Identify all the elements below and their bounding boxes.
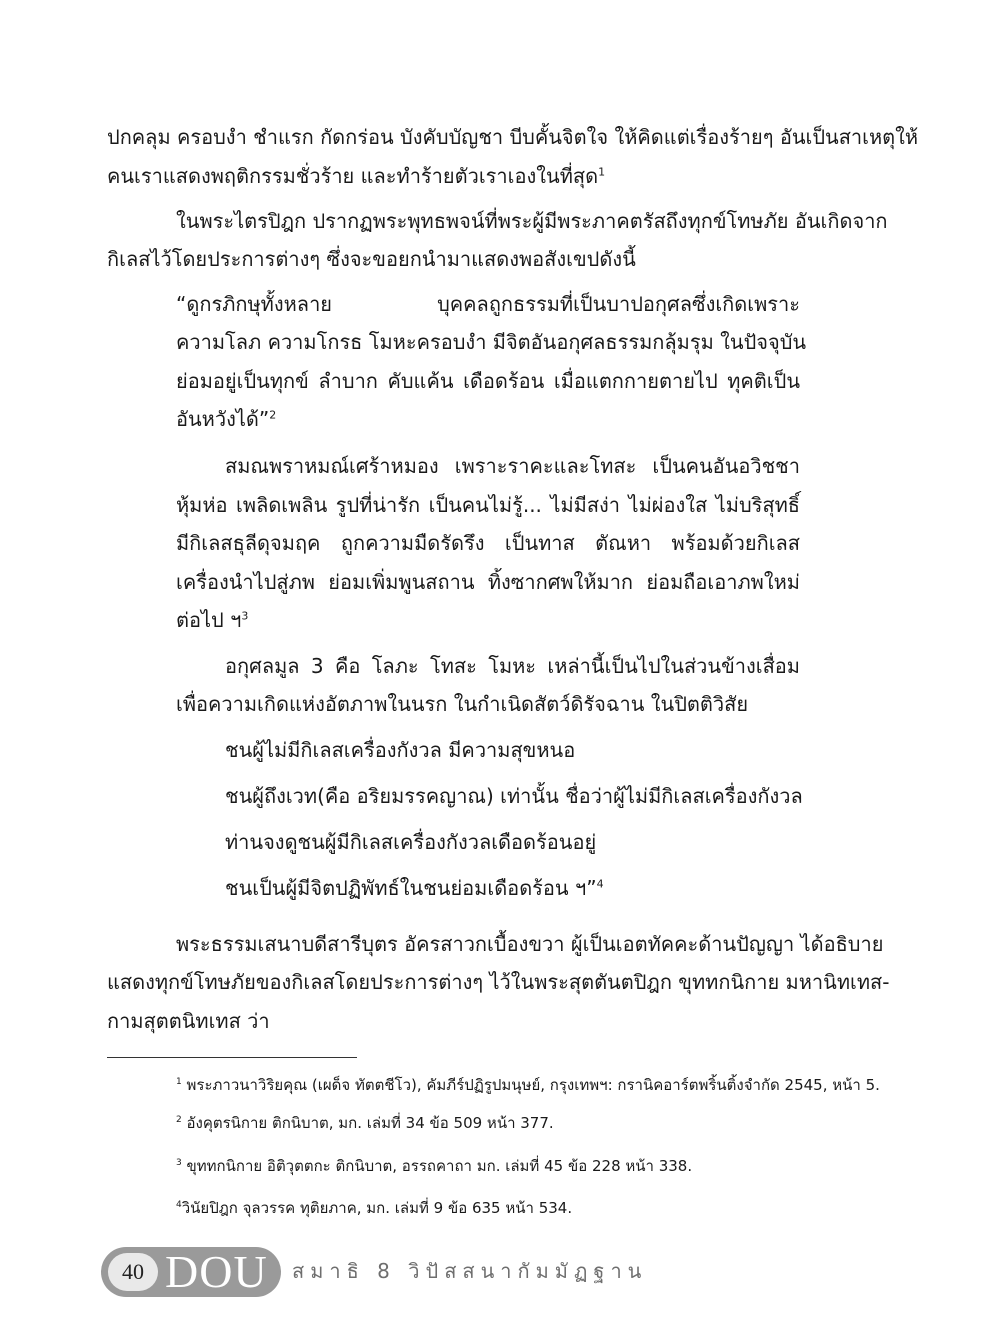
quote-line: อันหวังได้”$^2$ — [176, 407, 277, 431]
quote-line: “ดูกรภิกษุทั้งหลาย บุคคลถูกธรรมที่เป็นบาปอกุศลซึ่งเกิดเพราะ — [176, 292, 800, 316]
quote-line: มีกิเลสธุลีดุจมฤค ถูกความมืดรัดรึง เป็นทาส ตัณหา พร้อมด้วยกิเลส — [176, 531, 800, 555]
quote-line: อกุศลมูล 3 คือ โลภะ โทสะ โมหะ เหล่านี้เป็นไปในส่วนข้างเสื่อม — [225, 654, 800, 678]
footnote-ref: 2 — [269, 408, 277, 422]
footnote: $^4$วินัยปิฎก จุลวรรค ทุติยภาค, มก. เล่มที่ 9 ข้อ 635 หน้า 534. — [176, 1199, 573, 1217]
course-title: สมาธิ 8 วิปัสสนากัมมัฏฐาน — [292, 1259, 648, 1283]
footnote: $^1$ พระภาวนาวิริยคุณ (เผด็จ ทัตตชีโว), คัมภีร์ปฏิรูปมนุษย์, กรุงเทพฯ: กรานิคอาร์ตพริ้นติ้งจำกัด 2545, หน้า 5. — [176, 1076, 880, 1094]
quote-line: ย่อมอยู่เป็นทุกข์ ลำบาก คับแค้น เดือดร้อน เมื่อแตกกายตายไป ทุคติเป็น — [176, 369, 800, 393]
paragraph-line: แสดงทุกข์โทษภัยของกิเลสโดยประการต่างๆ ไว้ในพระสุตตันตปิฎก ขุททกนิกาย มหานิทเทส- — [107, 970, 890, 994]
quote-line: เพื่อความเกิดแห่งอัตภาพในนรก ในกำเนิดสัตว์ดิรัจฉาน ในปิตติวิสัย — [176, 692, 749, 716]
footnote: $^3$ ขุททกนิกาย อิติวุตตกะ ติกนิบาต, อรรถคาถา มก. เล่มที่ 45 ข้อ 228 หน้า 338. — [176, 1157, 693, 1175]
quote-line: เครื่องนำไปสู่ภพ ย่อมเพิ่มพูนสถาน ทิ้งซากศพให้มาก ย่อมถือเอาภพใหม่ — [176, 570, 800, 594]
page-number: 40 — [108, 1253, 158, 1291]
footnote-ref: 4 — [596, 877, 604, 891]
paragraph-line: คนเราแสดงพฤติกรรมชั่วร้าย และทำร้ายตัวเราเองในที่สุด$^1$ — [107, 164, 606, 188]
verse-line: ชนผู้ถึงเวท(คือ อริยมรรคญาณ) เท่านั้น ชื่อว่าผู้ไม่มีกิเลสเครื่องกังวล — [225, 784, 803, 808]
verse-line: ชนเป็นผู้มีจิตปฏิพัทธ์ในชนย่อมเดือดร้อน ฯ”$^4$ — [225, 876, 604, 900]
quote-line: หุ้มห่อ เพลิดเพลิน รูปที่น่ารัก เป็นคนไม่รู้... ไม่มีสง่า ไม่ผ่องใส ไม่บริสุทธิ์ — [176, 493, 800, 517]
paragraph-line: ปกคลุม ครอบงำ ชำแรก กัดกร่อน บังคับบัญชา บีบคั้นจิตใจ ให้คิดแต่เรื่องร้ายๆ อันเป็นสาเหตุให้ — [107, 125, 919, 149]
footnote-divider — [107, 1057, 357, 1058]
dou-logo: DOU — [165, 1246, 268, 1297]
paragraph-line: กามสุตตนิทเทส ว่า — [107, 1009, 270, 1033]
quote-line: ต่อไป ฯ$^3$ — [176, 608, 249, 632]
verse-line: ท่านจงดูชนผู้มีกิเลสเครื่องกังวลเดือดร้อนอยู่ — [225, 830, 597, 854]
quote-line: สมณพราหมณ์เศร้าหมอง เพราะราคะและโทสะ เป็นคนอันอวิชชา — [225, 454, 800, 478]
footnote: $^2$ อังคุตรนิกาย ติกนิบาต, มก. เล่มที่ 34 ข้อ 509 หน้า 377. — [176, 1114, 554, 1132]
quote-line: ความโลภ ความโกรธ โมหะครอบงำ มีจิตอันอกุศลธรรมกลุ้มรุม ในปัจจุบัน — [176, 330, 807, 354]
paragraph-line: ในพระไตรปิฎก ปรากฏพระพุทธพจน์ที่พระผู้มีพระภาคตรัสถึงทุกข์โทษภัย อันเกิดจาก — [176, 209, 888, 233]
paragraph-line: พระธรรมเสนาบดีสารีบุตร อัครสาวกเบื้องขวา ผู้เป็นเอตทัคคะด้านปัญญา ได้อธิบาย — [176, 932, 884, 956]
paragraph-line: กิเลสไว้โดยประการต่างๆ ซึ่งจะขอยกนำมาแสดงพอสังเขปดังนี้ — [107, 247, 636, 271]
footnote-ref: 1 — [598, 165, 606, 179]
footnote-ref: 3 — [241, 609, 249, 623]
verse-line: ชนผู้ไม่มีกิเลสเครื่องกังวล มีความสุขหนอ — [225, 738, 576, 762]
